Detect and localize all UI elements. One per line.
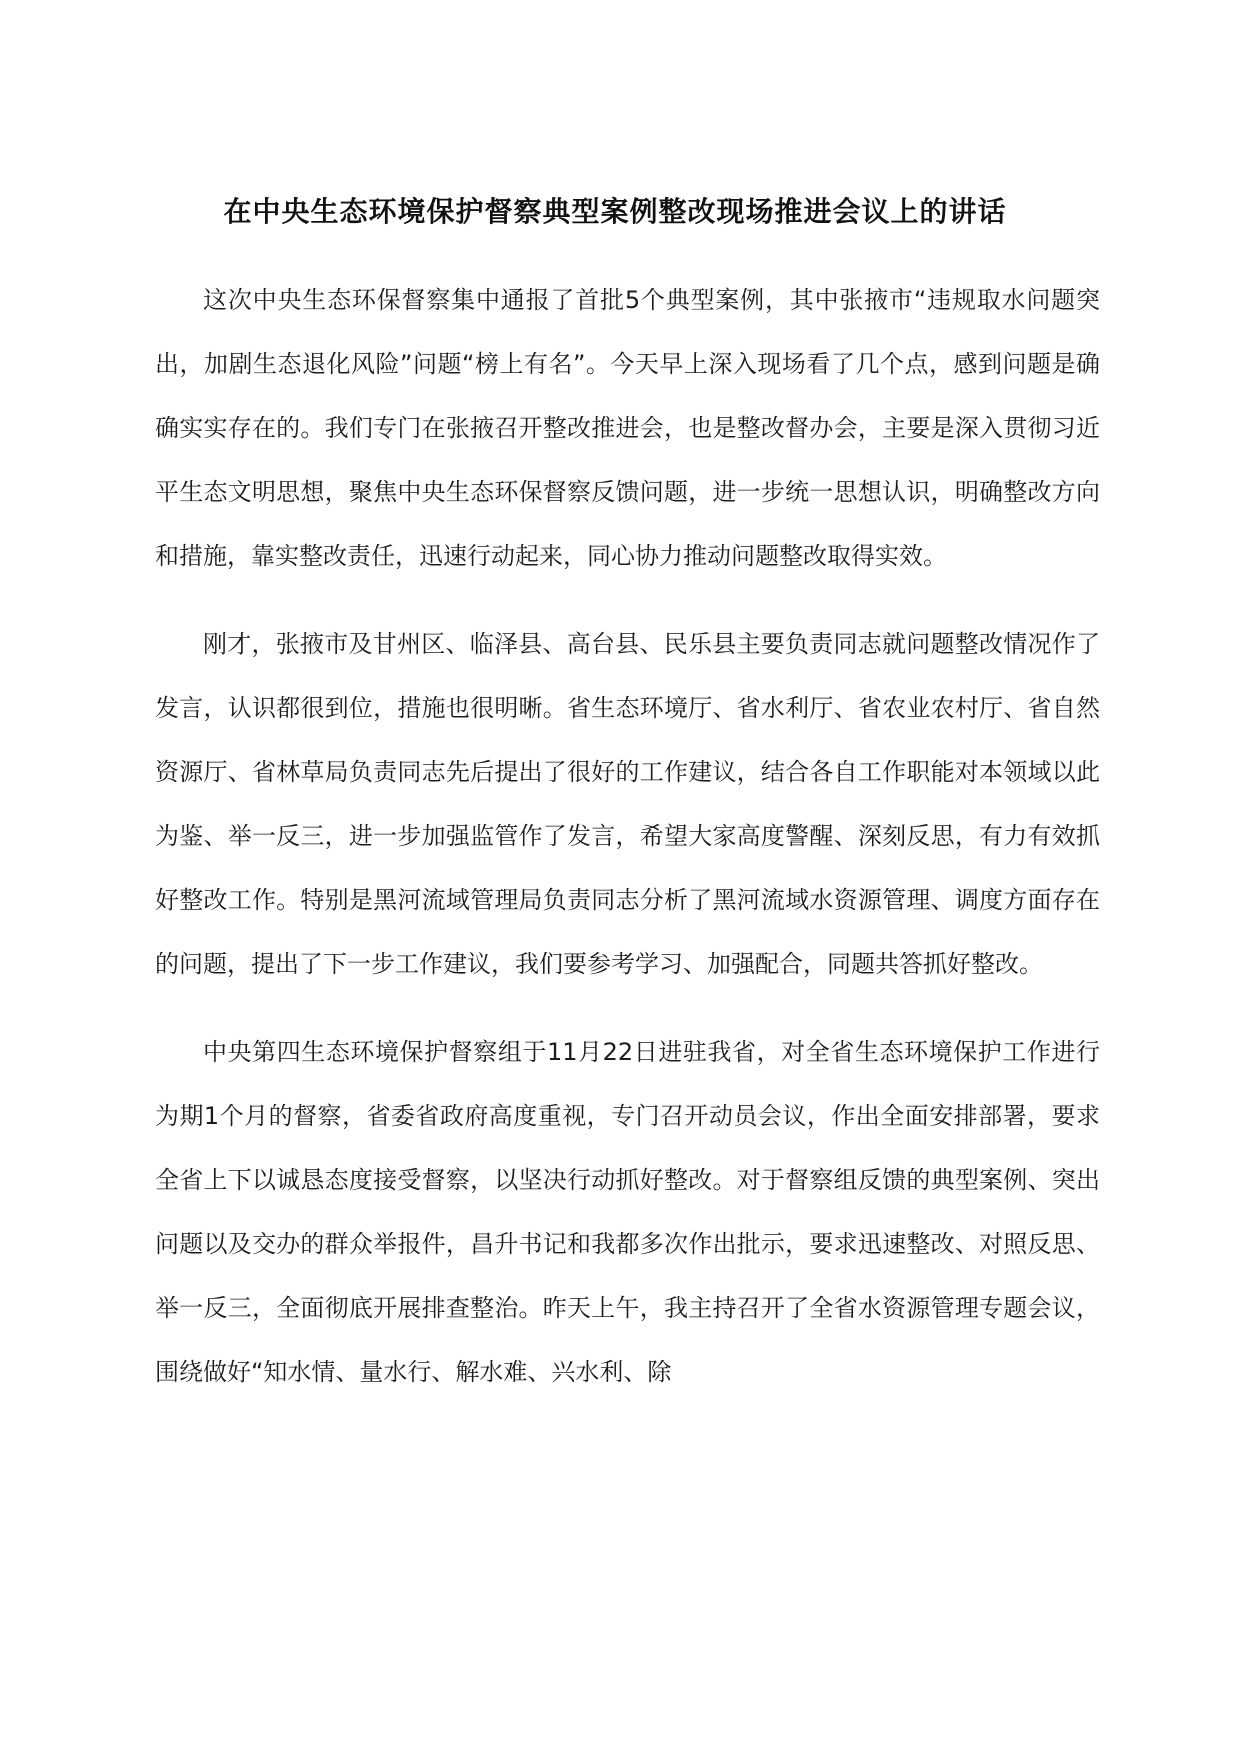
document-title: 在中央生态环境保护督察典型案例整改现场推进会议上的讲话	[223, 195, 1007, 228]
document-body	[155, 268, 1100, 1428]
paragraph-1: 这次中央生态环保督察集中通报了首批5个典型案例，其中张掖市“违规取水问题突出，加剧生态退化风险”问题“榜上有名”。今天早上深入现场看了几个点，感到问题是确确实实存在的。我们专门在张掖召开整改推进会，也是整改督办会，主要是深入贯彻习近平生态文明思想，聚焦中央生态环保督察反馈问题，进一步统一思想认识，明确整改方向和措施，靠实整改责任，迅速行动起来，同心协力推动问题整改取得实效。	[155, 286, 1100, 570]
paragraph-2: 刚才，张掖市及甘州区、临泽县、高台县、民乐县主要负责同志就问题整改情况作了发言，认识都很到位，措施也很明晰。省生态环境厅、省水利厅、省农业农村厅、省自然资源厅、省林草局负责同志先后提出了很好的工作建议，结合各自工作职能对本领域以此为鉴、举一反三，进一步加强监管作了发言，希望大家高度警醒、深刻反思，有力有效抓好整改工作。特别是黑河流域管理局负责同志分析了黑河流域水资源管理、调度方面存在的问题，提出了下一步工作建议，我们要参考学习、加强配合，同题共答抓好整改。	[155, 630, 1100, 978]
paragraph-3: 中央第四生态环境保护督察组于11月22日进驻我省，对全省生态环境保护工作进行为期1个月的督察，省委省政府高度重视，专门召开动员会议，作出全面安排部署，要求全省上下以诚恳态度接受督察，以坚决行动抓好整改。对于督察组反馈的典型案例、突出问题以及交办的群众举报件，昌升书记和我都多次作出批示，要求迅速整改、对照反思、举一反三，全面彻底开展排查整治。昨天上午，我主持召开了全省水资源管理专题会议，围绕做好“知水情、量水行、解水难、兴水利、除	[155, 1038, 1100, 1386]
